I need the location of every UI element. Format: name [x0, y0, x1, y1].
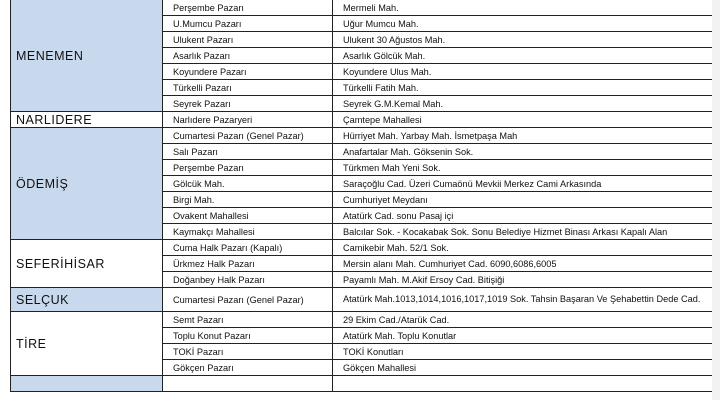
table-row — [11, 128, 713, 144]
market-name-cell: Perşembe Pazarı — [163, 0, 333, 16]
market-name-cell: Türkelli Pazarı — [163, 80, 333, 96]
table-row — [11, 112, 713, 128]
address-cell: Ulukent 30 Ağustos Mah. — [333, 32, 713, 48]
address-cell: Camikebir Mah. 52/1 Sok. — [333, 240, 713, 256]
market-name-cell: Ovakent Mahallesi — [163, 208, 333, 224]
district-cell: TİRE — [11, 312, 163, 376]
market-name-cell: Ürkmez Halk Pazarı — [163, 256, 333, 272]
address-cell: Hürriyet Mah. Yarbay Mah. İsmetpaşa Mah — [333, 128, 713, 144]
market-name-cell: Narlıdere Pazaryeri — [163, 112, 333, 128]
district-cell — [11, 376, 163, 392]
address-cell: Koyundere Ulus Mah. — [333, 64, 713, 80]
district-cell: ÖDEMİŞ — [11, 128, 163, 240]
market-name-cell: Semt Pazarı — [163, 312, 333, 328]
market-name-cell: Koyundere Pazarı — [163, 64, 333, 80]
address-cell: Çamtepe Mahallesi — [333, 112, 713, 128]
market-table — [10, 0, 713, 392]
table-row — [11, 288, 713, 312]
address-cell: Anafartalar Mah. Göksenin Sok. — [333, 144, 713, 160]
market-name-cell: Toplu Konut Pazarı — [163, 328, 333, 344]
address-cell: TOKİ Konutları — [333, 344, 713, 360]
table-row — [11, 240, 713, 256]
market-name-cell: Cuma Halk Pazarı (Kapalı) — [163, 240, 333, 256]
market-name-cell: Seyrek Pazarı — [163, 96, 333, 112]
address-cell: Mermeli Mah. — [333, 0, 713, 16]
address-cell: Türkelli Fatih Mah. — [333, 80, 713, 96]
address-cell: 29 Ekim Cad./Atarük Cad. — [333, 312, 713, 328]
district-cell: NARLIDERE — [11, 112, 163, 128]
district-cell: MENEMEN — [11, 0, 163, 112]
address-cell: Atatürk Cad. sonu Pasaj içi — [333, 208, 713, 224]
address-cell: Seyrek G.M.Kemal Mah. — [333, 96, 713, 112]
district-cell: SEFERİHİSAR — [11, 240, 163, 288]
market-name-cell: Salı Pazarı — [163, 144, 333, 160]
address-cell — [333, 376, 713, 392]
district-cell: SELÇUK — [11, 288, 163, 312]
market-name-cell: Birgi Mah. — [163, 192, 333, 208]
address-cell: Uğur Mumcu Mah. — [333, 16, 713, 32]
table-row — [11, 312, 713, 328]
table-row — [11, 376, 713, 392]
table-row — [11, 0, 713, 16]
address-cell: Mersin alanı Mah. Cumhuriyet Cad. 6090,6086,6005 — [333, 256, 713, 272]
market-name-cell: Kaymakçı Mahallesi — [163, 224, 333, 240]
page-edge — [712, 0, 720, 400]
market-name-cell: Gölcük Mah. — [163, 176, 333, 192]
market-name-cell: Ulukent Pazarı — [163, 32, 333, 48]
market-name-cell: Doğanbey Halk Pazarı — [163, 272, 333, 288]
address-cell: Asarlık Gölcük Mah. — [333, 48, 713, 64]
market-name-cell: Cumartesi Pazarı (Genel Pazar) — [163, 128, 333, 144]
address-cell: Payamlı Mah. M.Akif Ersoy Cad. Bitişiği — [333, 272, 713, 288]
market-table-body — [11, 0, 713, 392]
market-name-cell: TOKİ Pazarı — [163, 344, 333, 360]
market-name-cell: Asarlık Pazarı — [163, 48, 333, 64]
market-name-cell — [163, 376, 333, 392]
market-name-cell: Gökçen Pazarı — [163, 360, 333, 376]
address-cell: Saraçoğlu Cad. Üzeri Cumaönü Mevkii Merkez Cami Arkasında — [333, 176, 713, 192]
address-cell: Atatürk Mah.1013,1014,1016,1017,1019 Sok. Tahsin Başaran Ve Şehabettin Dede Cad. — [333, 288, 713, 312]
address-cell: Atatürk Mah. Toplu Konutlar — [333, 328, 713, 344]
address-cell: Balcılar Sok. - Kocakabak Sok. Sonu Belediye Hizmet Binası Arkası Kapalı Alan — [333, 224, 713, 240]
market-name-cell: Cumartesi Pazarı (Genel Pazar) — [163, 288, 333, 312]
market-name-cell: U.Mumcu Pazarı — [163, 16, 333, 32]
address-cell: Türkmen Mah Yeni Sok. — [333, 160, 713, 176]
address-cell: Gökçen Mahallesi — [333, 360, 713, 376]
address-cell: Cumhuriyet Meydanı — [333, 192, 713, 208]
market-name-cell: Perşembe Pazarı — [163, 160, 333, 176]
